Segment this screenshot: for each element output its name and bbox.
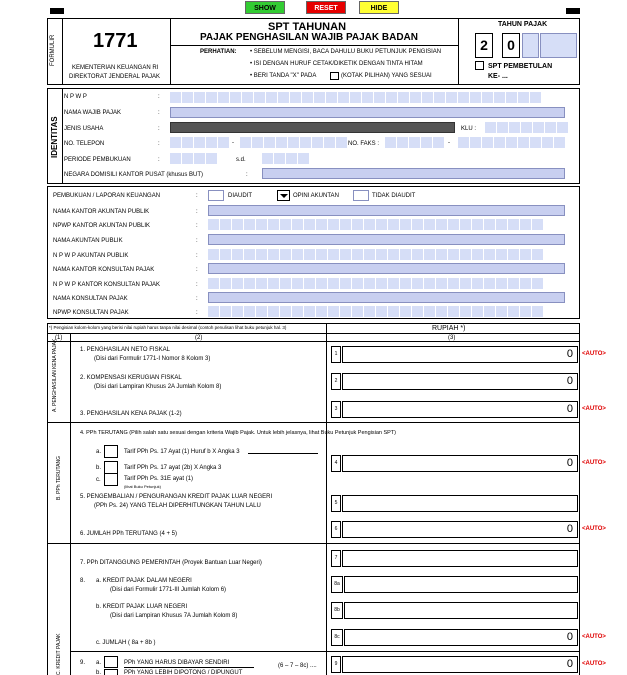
chevron-down-icon	[280, 194, 288, 198]
telepon-area-input[interactable]	[170, 137, 230, 148]
item-8b-sub: (Disi dari Lampiran Khusus 7A Jumlah Kolom 8)	[110, 613, 238, 619]
year-digit-1: 2	[475, 33, 493, 58]
faks-number-input[interactable]	[458, 137, 566, 148]
item-1-sub: (Disi dari Formulir 1771-I Nomor 8 Kolom 3)	[94, 356, 211, 362]
diaudit-label: DIAUDIT	[228, 193, 252, 199]
hide-button[interactable]: HIDE	[359, 1, 399, 14]
negara-input[interactable]	[262, 168, 565, 179]
telepon-label: NO. TELEPON	[64, 141, 105, 147]
item-4b-marker: b.	[96, 465, 102, 471]
corner-mark	[566, 8, 580, 14]
row-number-8b: 8b	[331, 602, 343, 619]
faks-area-input[interactable]	[385, 137, 445, 148]
telepon-number-input[interactable]	[240, 137, 348, 148]
year-digit-2: 0	[502, 33, 520, 58]
nama-wp-label: NAMA WAJIB PAJAK	[64, 110, 122, 116]
section-b-label: B. PPh TERUTANG	[56, 456, 62, 500]
col-3-header: (3)	[448, 335, 456, 341]
npwp-ap-input[interactable]	[208, 249, 544, 260]
item-4-title: 4. PPh TERUTANG (Pilih salah satu sesuai dengan kriteria Wajib Pajak. Untuk lebih jelasnya, lihat Buku Petunjuk Pengisian SPT)	[80, 430, 396, 436]
periode-end-input[interactable]	[262, 153, 310, 164]
tidak-diaudit-label: TIDAK DIAUDIT	[372, 193, 416, 199]
value-3-input[interactable]: 0	[342, 401, 578, 418]
item-6-title: 6. JUMLAH PPh TERUTANG (4 + 5)	[80, 531, 177, 537]
item-7-title: 7. PPh DITANGGUNG PEMERINTAH (Proyek Bantuan Luar Negeri)	[80, 560, 262, 566]
row-number-3: 3	[331, 401, 341, 418]
audit-row-8-label: NPWP KONSULTAN PAJAK	[53, 310, 129, 316]
nama-kap-input[interactable]	[208, 205, 565, 216]
show-button[interactable]: SHOW	[245, 1, 285, 14]
item-3-title: 3. PENGHASILAN KENA PAJAK (1-2)	[80, 411, 182, 417]
value-8c-input[interactable]: 0	[344, 629, 578, 646]
auto-tag-1: <AUTO>	[582, 351, 606, 357]
value-2-input[interactable]: 0	[342, 373, 578, 390]
ministry-label: KEMENTERIAN KEUANGAN RI	[72, 65, 159, 71]
auto-tag-8c: <AUTO>	[582, 634, 606, 640]
auto-tag-9: <AUTO>	[582, 661, 606, 667]
audit-row-3-label: NAMA AKUNTAN PUBLIK	[53, 238, 123, 244]
value-8a-input[interactable]	[344, 576, 578, 593]
item-8b-title: b. KREDIT PAJAK LUAR NEGERI	[96, 604, 188, 610]
npwp-kkp-input[interactable]	[208, 278, 544, 289]
value-4-input[interactable]: 0	[342, 455, 578, 472]
item-2-sub: (Disi dari Lampiran Khusus 2A Jumlah Kolom 8)	[94, 384, 222, 390]
nama-kkp-input[interactable]	[208, 263, 565, 274]
note-4: (KOTAK PILIHAN) YANG SESUAI	[341, 73, 432, 79]
col-1-header: (1)	[55, 335, 63, 341]
value-7-input[interactable]	[342, 550, 578, 567]
audit-row-5-label: NAMA KANTOR KONSULTAN PAJAK	[53, 267, 155, 273]
formulir-label: FORMULIR	[50, 34, 56, 66]
item-9a-calc: (6 – 7 – 8c) ....	[278, 663, 317, 669]
pph-lebih-bayar-checkbox[interactable]	[104, 669, 118, 675]
item-9a-marker: a.	[96, 660, 102, 666]
item-4c-marker: c.	[96, 477, 101, 483]
item-8a-sub: (Disi dari Formulir 1771-III Jumlah Kolom 6)	[110, 587, 227, 593]
item-4a-label: Tarif PPh Ps. 17 Ayat (1) Huruf b X Angka 3	[124, 449, 240, 455]
value-8b-input[interactable]	[344, 602, 578, 619]
row-number-2: 2	[331, 373, 341, 390]
attention-label: PERHATIAN:	[200, 49, 237, 55]
item-8c-title: c. JUMLAH ( 8a + 8b )	[96, 640, 156, 646]
tarif-17-1b-checkbox[interactable]	[104, 445, 118, 458]
col-2-header: (2)	[195, 335, 203, 341]
revision-label: SPT PEMBETULAN	[488, 63, 553, 70]
opini-dropdown[interactable]	[277, 190, 290, 201]
row-number-6: 6	[331, 521, 341, 538]
item-5-title: 5. PENGEMBALIAN / PENGURANGAN KREDIT PAJAK LUAR NEGERI	[80, 494, 273, 500]
tidak-diaudit-checkbox[interactable]	[353, 190, 369, 201]
item-2-title: 2. KOMPENSASI KERUGIAN FISKAL	[80, 375, 182, 381]
page-title: SPT TAHUNAN	[268, 21, 347, 33]
revision-checkbox[interactable]	[475, 61, 484, 70]
year-digit-3-input[interactable]	[522, 33, 539, 58]
tax-year-label: TAHUN PAJAK	[498, 21, 548, 28]
item-5-sub: (PPh Ps. 24) YANG TELAH DIPERHITUNGKAN TAHUN LALU	[94, 503, 261, 509]
note-3: • BERI TANDA "X" PADA	[250, 73, 317, 79]
sd-label: s.d.	[236, 157, 246, 163]
identitas-label: IDENTITAS	[50, 116, 59, 158]
year-digit-4-input[interactable]	[540, 33, 577, 58]
opini-label: OPINI AKUNTAN	[293, 193, 339, 199]
item-9-number: 9.	[80, 660, 86, 666]
form-number: 1771	[93, 30, 138, 52]
audit-row-6-label: N P W P KANTOR KONSULTAN PAJAK	[53, 282, 161, 288]
diaudit-checkbox[interactable]	[208, 190, 224, 201]
audit-row-7-label: NAMA KONSULTAN PAJAK	[53, 296, 128, 302]
note-1: • SEBELUM MENGISI, BACA DAHULU BUKU PETUNJUK PENGISIAN	[250, 49, 442, 55]
page-subtitle: PAJAK PENGHASILAN WAJIB PAJAK BADAN	[200, 32, 418, 43]
periode-label: PERIODE PEMBUKUAN	[64, 157, 131, 163]
npwp-label: N P W P	[64, 94, 87, 100]
item-4b-label: Tarif PPh Ps. 17 ayat (2b) X Angka 3	[124, 465, 222, 471]
item-4a-marker: a.	[96, 449, 102, 455]
npwp-input[interactable]	[170, 92, 542, 103]
npwp-kp-input[interactable]	[208, 306, 544, 317]
rupiah-header: RUPIAH *)	[432, 325, 466, 332]
row-number-8c: 8c	[331, 629, 343, 646]
nama-ap-input[interactable]	[208, 234, 565, 245]
item-1-title: 1. PENGHASILAN NETO FISKAL	[80, 347, 170, 353]
revision-ke-label: KE- ...	[488, 73, 508, 80]
row-number-8a: 8a	[331, 576, 343, 593]
auto-tag-6: <AUTO>	[582, 526, 606, 532]
item-9a-label: PPh YANG HARUS DIBAYAR SENDIRI	[124, 660, 230, 666]
row-number-7: 7	[331, 550, 341, 567]
tarif-31e-checkbox[interactable]	[104, 473, 118, 486]
corner-mark	[50, 8, 64, 14]
auto-tag-3: <AUTO>	[582, 406, 606, 412]
jenis-usaha-input[interactable]	[170, 122, 455, 133]
value-5-input[interactable]	[342, 495, 578, 512]
audit-row-1-label: NAMA KANTOR AKUNTAN PUBLIK	[53, 209, 150, 215]
row-number-4: 4	[331, 455, 341, 472]
note-2: • ISI DENGAN HURUF CETAK/DIKETIK DENGAN TINTA HITAM	[250, 61, 423, 67]
klu-label: KLU :	[461, 126, 477, 132]
klu-input[interactable]	[485, 122, 569, 133]
directorate-label: DIREKTORAT JENDERAL PAJAK	[69, 74, 161, 80]
item-9b-marker: b.	[96, 670, 102, 675]
auto-tag-4: <AUTO>	[582, 460, 606, 466]
npwp-kap-input[interactable]	[208, 219, 544, 230]
nama-wp-input[interactable]	[170, 107, 565, 118]
negara-label: NEGARA DOMISILI KANTOR PUSAT (khusus BUT)	[64, 172, 204, 178]
jenis-usaha-label: JENIS USAHA	[64, 126, 104, 132]
note-checkbox-sample	[330, 72, 339, 80]
row-number-9: 9	[331, 656, 341, 673]
pph-kurang-bayar-checkbox[interactable]	[104, 656, 118, 668]
audit-row-2-label: NPWP KANTOR AKUNTAN PUBLIK	[53, 223, 151, 229]
section-c-label: C. KREDIT PAJAK	[56, 633, 62, 675]
audit-row-4-label: N P W P AKUNTAN PUBLIK	[53, 253, 129, 259]
item-9b-label: PPh YANG LEBIH DIPOTONG / DIPUNGUT	[124, 670, 243, 675]
value-9-input[interactable]: 0	[342, 656, 578, 673]
reset-button[interactable]: RESET	[306, 1, 346, 14]
value-6-input[interactable]: 0	[342, 521, 578, 538]
faks-label: NO. FAKS :	[348, 141, 380, 147]
section-a-label: A. PENGHASILAN KENA PAJAK	[52, 338, 58, 412]
value-1-input[interactable]: 0	[342, 346, 578, 363]
item-8-number: 8.	[80, 578, 86, 584]
item-4c-label: Tarif PPh Ps. 31E ayat (1)	[124, 476, 194, 482]
item-8a-title: a. KREDIT PAJAK DALAM NEGERI	[96, 578, 192, 584]
pembukuan-label: PEMBUKUAN / LAPORAN KEUANGAN	[53, 193, 161, 199]
rupiah-note: *) Pengisian kolom-kolom yang berisi nilai rupiah harus tanpa nilai desimal (contoh penulisan lihat buku petunjuk hal. 3)	[49, 325, 287, 330]
nama-kp-input[interactable]	[208, 292, 565, 303]
item-4c-note: (lihat Buku Petunjuk)	[124, 484, 161, 489]
row-number-1: 1	[331, 346, 341, 363]
row-number-5: 5	[331, 495, 341, 512]
periode-start-input[interactable]	[170, 153, 218, 164]
